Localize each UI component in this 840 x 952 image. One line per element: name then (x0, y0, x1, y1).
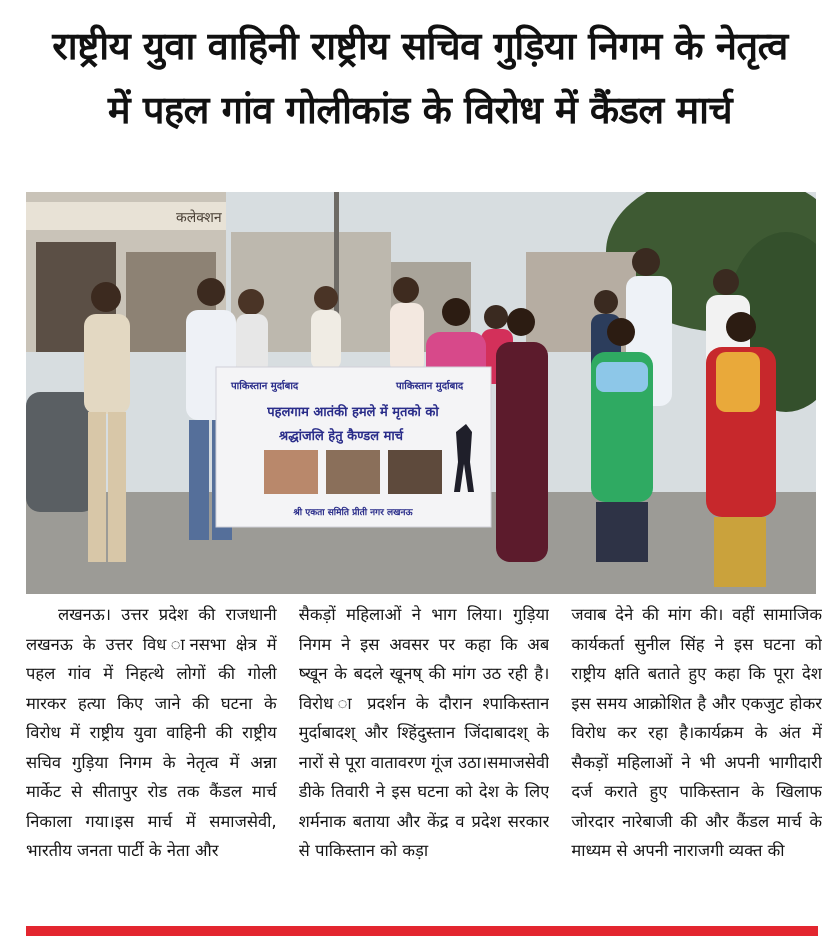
news-photo (26, 192, 816, 594)
banner-photo-2 (326, 450, 380, 494)
headline-line-2: में पहल गांव गोलीकांड के विरोध में कैंडल मार्च (107, 88, 733, 132)
shop-sign: कलेक्शन (176, 210, 222, 226)
banner-slogan-right: पाकिस्तान मुर्दाबाद (396, 381, 464, 392)
banner-title-line-1: पहलगाम आतंकी हमले में मृतको को (267, 405, 439, 420)
headline (14, 14, 826, 142)
headline-line-1: राष्ट्रीय युवा वाहिनी राष्ट्रीय सचिव गुड़िया निगम के नेतृत्व (52, 24, 788, 68)
banner-footer: श्री एकता समिति प्रीती नगर लखनऊ (293, 508, 413, 518)
article-column-2: सैकड़ों महिलाओं ने भाग लिया। गुड़िया निगम ने इस अवसर पर कहा कि अब ष्खून के बदले खूनष् की मांग उठ रही है। विरोध ा प्रदर्शन के दौरान श्पाकिस्तान मुर्दाबादश् और श्हिंदुस्तान जिंदाबादश् के नारों से पूरा वातावरण गूंज उठा।समाजसेवी डीके तिवारी ने इस घटना को देश के लिए शर्मनाक बताया और केंद्र व प्रदेश सरकार से पाकिस्तान को कड़ा (298, 605, 550, 860)
article-column-1: लखनऊ। उत्तर प्रदेश की राजधानी लखनऊ के उत्तर विध ानसभा क्षेत्र में पहल गांव में निहत्थे लोगों की गोली मारकर हत्या किए जाने की घटना के विरोध में राष्ट्रीय युवा वाहिनी की राष्ट्रीय सचिव गुड़िया निगम के नेतृत्व में अन्ना मार्केट से सीतापुर रोड तक कैंडल मार्च निकाला गया।इस मार्च में समाजसेवी, भारतीय जनता पार्टी के नेता और (26, 605, 277, 860)
banner-photo-3 (388, 450, 442, 494)
footer-divider (26, 926, 818, 936)
banner-title-line-2: श्रद्धांजलि हेतु कैण्डल मार्च (279, 429, 403, 444)
protest-banner (216, 367, 491, 527)
article-body (26, 600, 822, 920)
banner-slogan-left: पाकिस्तान मुर्दाबाद (231, 381, 299, 392)
banner-photo-1 (264, 450, 318, 494)
article-column-3: जवाब देने की मांग की। वहीं सामाजिक कार्यकर्ता सुनील सिंह ने इस घटना को राष्ट्रीय क्षति बताते हुए कहा कि पूरा देश इस समय आक्रोशित है और एकजुट होकर विरोध कर रहा है।कार्यक्रम के अंत में सैकड़ों महिलाओं ने भी अपनी भागीदारी दर्ज कराते हुए पाकिस्तान के खिलाफ जोरदार नारेबाजी की और कैंडल मार्च के माध्यम से अपनी नाराजगी व्यक्त की (571, 605, 823, 860)
